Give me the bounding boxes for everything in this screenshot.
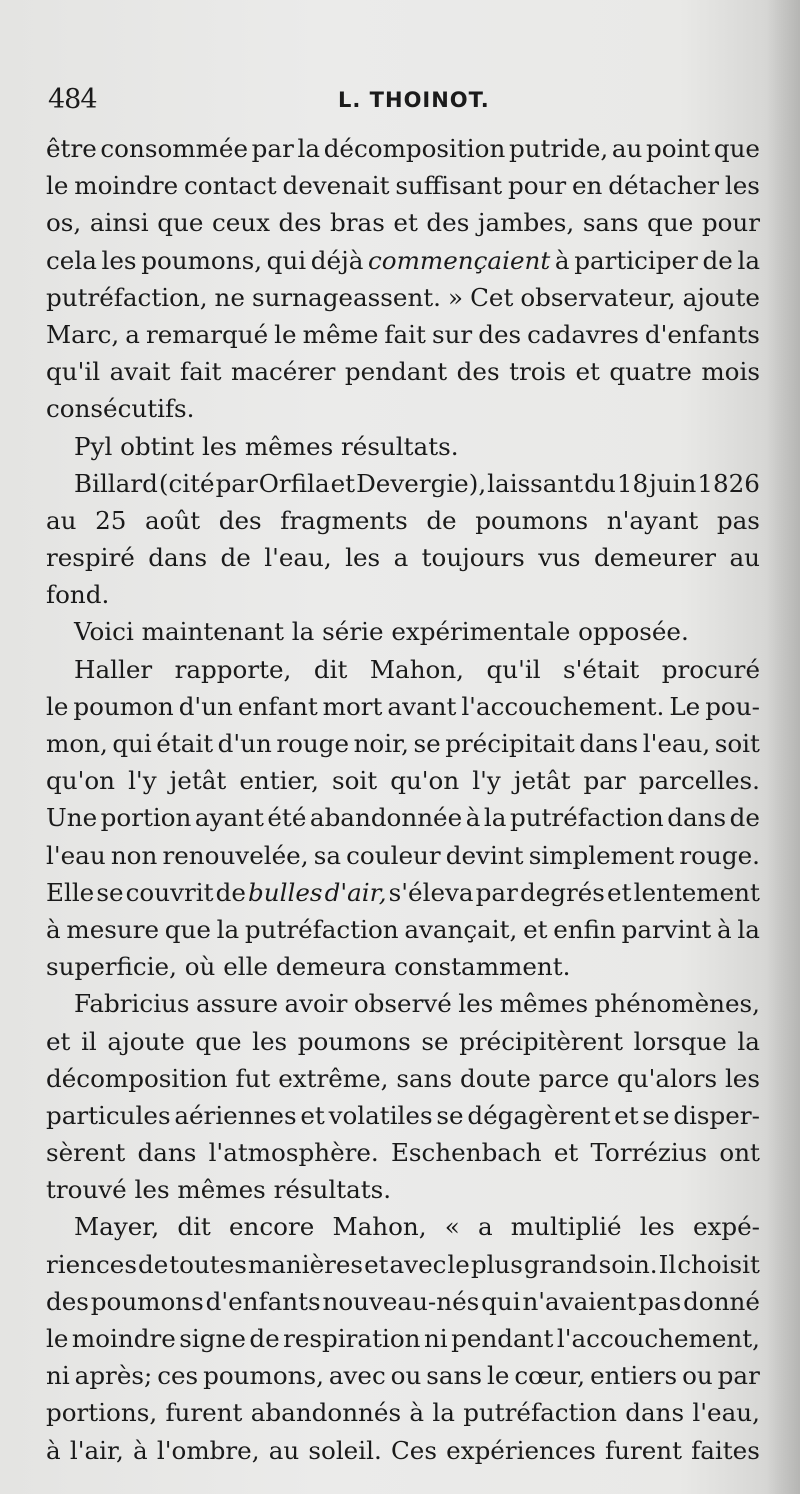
text-line: être consommée par la décomposition putride, au point que xyxy=(46,134,760,163)
text-line: le moindre signe de respiration ni pendant l'accouchement, xyxy=(46,1324,760,1353)
text-line: sèrent dans l'atmosphère. Eschenbach et Torrézius ont xyxy=(46,1138,760,1168)
running-head: L. THOINOT. xyxy=(338,88,490,112)
text-line: particules aériennes et volatiles se dégagèrent et se disper- xyxy=(46,1100,760,1130)
text-line: le moindre contact devenait suffisant pour en détacher les xyxy=(46,171,760,201)
text-line: le poumon d'un enfant mort avant l'accouchement. Le pou- xyxy=(46,691,760,721)
text-line: des poumons d'enfants nouveau-nés qui n'avaient pas donné xyxy=(46,1286,760,1316)
text-line: mon, qui était d'un rouge noir, se précipitait dans l'eau, soit xyxy=(46,729,760,758)
text-line: qu'on l'y jetât entier, soit qu'on l'y jetât par parcelles. xyxy=(46,766,760,796)
text-line: Voici maintenant la série expérimentale opposée. xyxy=(74,617,689,647)
text-line: superficie, où elle demeura constamment. xyxy=(46,952,571,982)
page-edge-shadow xyxy=(766,0,800,1494)
text-line: à l'air, à l'ombre, au soleil. Ces expériences furent faites xyxy=(46,1435,760,1465)
page-number: 484 xyxy=(48,84,97,115)
text-line: respiré dans de l'eau, les a toujours vus demeurer au xyxy=(46,543,760,573)
text-line: ni après; ces poumons, avec ou sans le cœur, entiers ou par xyxy=(46,1361,760,1391)
text-line: Pyl obtint les mêmes résultats. xyxy=(74,431,459,461)
text-line: Marc, a remarqué le même fait sur des cadavres d'enfants xyxy=(46,319,760,349)
text-line: Mayer, dit encore Mahon, « a multiplié les expé- xyxy=(74,1212,760,1242)
text-line: consécutifs. xyxy=(46,394,195,424)
text-line: à mesure que la putréfaction avançait, et enfin parvint à la xyxy=(46,914,760,944)
text-line: décomposition fut extrême, sans doute parce qu'alors les xyxy=(46,1063,760,1093)
text-line: au 25 août des fragments de poumons n'ayant pas xyxy=(46,505,760,535)
page-header xyxy=(48,84,760,124)
text-line: riences de toutes manières et avec le plus grand soin. Il choisit xyxy=(46,1249,760,1279)
text-line: cela les poumons, qui déjà commençaient à participer de la xyxy=(46,245,760,275)
text-line: Billard (cité par Orfila et Devergie), laissant du 18 juin 1826 xyxy=(74,468,760,498)
text-line: fond. xyxy=(46,580,110,610)
body-text xyxy=(46,130,760,1469)
text-line: Une portion ayant été abandonnée à la putréfaction dans de xyxy=(46,803,760,833)
text-line: os, ainsi que ceux des bras et des jambes, sans que pour xyxy=(46,208,760,238)
text-line: Elle se couvrit de bulles d'air, s'éleva par degrés et lentement xyxy=(46,877,760,907)
text-line: Haller rapporte, dit Mahon, qu'il s'était procuré xyxy=(74,654,760,684)
text-line: Fabricius assure avoir observé les mêmes phénomènes, xyxy=(74,989,760,1019)
text-line: et il ajoute que les poumons se précipitèrent lorsque la xyxy=(46,1026,760,1056)
text-line: l'eau non renouvelée, sa couleur devint simplement rouge. xyxy=(46,840,760,870)
text-line: portions, furent abandonnés à la putréfaction dans l'eau, xyxy=(46,1398,760,1428)
text-line: trouvé les mêmes résultats. xyxy=(46,1175,392,1205)
text-line: putréfaction, ne surnageassent. » Cet observateur, ajoute xyxy=(46,282,760,312)
text-line: qu'il avait fait macérer pendant des trois et quatre mois xyxy=(46,357,760,387)
